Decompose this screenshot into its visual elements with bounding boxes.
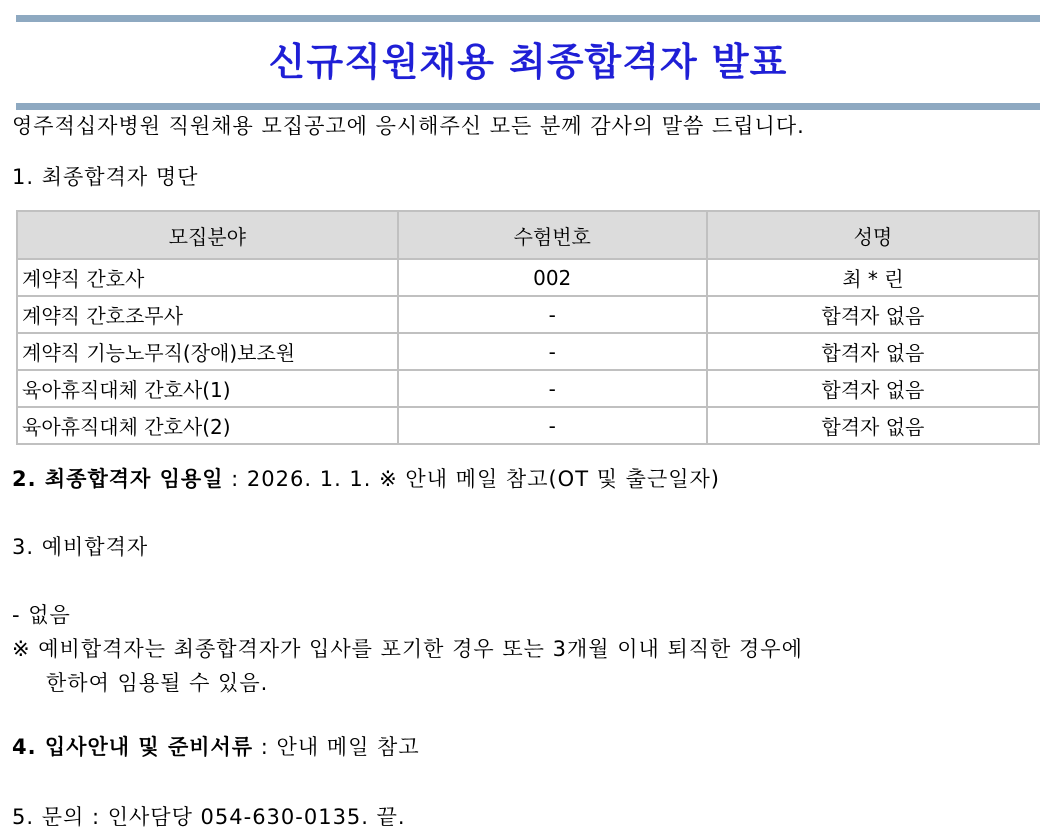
section2-line: [12, 464, 720, 494]
bottom-divider-bar: [16, 103, 1040, 110]
cell-name: 최 * 린: [707, 259, 1039, 296]
top-divider-bar: [16, 15, 1040, 22]
section4-text: : 안내 메일 참고: [253, 735, 420, 759]
section3-item: - 없음: [12, 603, 71, 627]
cell-exam-number: 002: [398, 259, 707, 296]
cell-exam-number: -: [398, 333, 707, 370]
section5-contact: 5. 문의 : 인사담당 054-630-0135. 끝.: [12, 805, 406, 829]
cell-field: 육아휴직대체 간호사(1): [17, 370, 398, 407]
table-row: [17, 333, 1039, 370]
results-table: [16, 210, 1040, 445]
cell-field: 계약직 기능노무직(장애)보조원: [17, 333, 398, 370]
section4-line: [12, 732, 420, 762]
cell-field: 육아휴직대체 간호사(2): [17, 407, 398, 444]
cell-exam-number: -: [398, 296, 707, 333]
table-row: [17, 407, 1039, 444]
table-row: [17, 370, 1039, 407]
cell-name: 합격자 없음: [707, 333, 1039, 370]
page-title: 신규직원채용 최종합격자 발표: [268, 40, 788, 84]
table-row: [17, 259, 1039, 296]
table-header-row: [17, 211, 1039, 259]
header-exam-number: 수험번호: [398, 211, 707, 259]
cell-name: 합격자 없음: [707, 296, 1039, 333]
header-name: 성명: [707, 211, 1039, 259]
section3-heading: 3. 예비합격자: [12, 535, 149, 559]
section2-text: : 2026. 1. 1. ※ 안내 메일 참고(OT 및 출근일자): [223, 467, 721, 491]
section4-label: 4. 입사안내 및 준비서류: [12, 735, 254, 759]
cell-name: 합격자 없음: [707, 370, 1039, 407]
section2-label: 2. 최종합격자 임용일: [12, 467, 224, 491]
section3-note-line2: 한하여 임용될 수 있음.: [46, 671, 269, 695]
section1-heading: 1. 최종합격자 명단: [12, 165, 199, 189]
table-row: [17, 296, 1039, 333]
cell-field: 계약직 간호사: [17, 259, 398, 296]
cell-exam-number: -: [398, 370, 707, 407]
cell-name: 합격자 없음: [707, 407, 1039, 444]
cell-exam-number: -: [398, 407, 707, 444]
intro-text: 영주적십자병원 직원채용 모집공고에 응시해주신 모든 분께 감사의 말씀 드립니다.: [12, 114, 805, 138]
header-field: 모집분야: [17, 211, 398, 259]
cell-field: 계약직 간호조무사: [17, 296, 398, 333]
section3-note-line1: ※ 예비합격자는 최종합격자가 입사를 포기한 경우 또는 3개월 이내 퇴직한 경우에: [12, 637, 803, 661]
